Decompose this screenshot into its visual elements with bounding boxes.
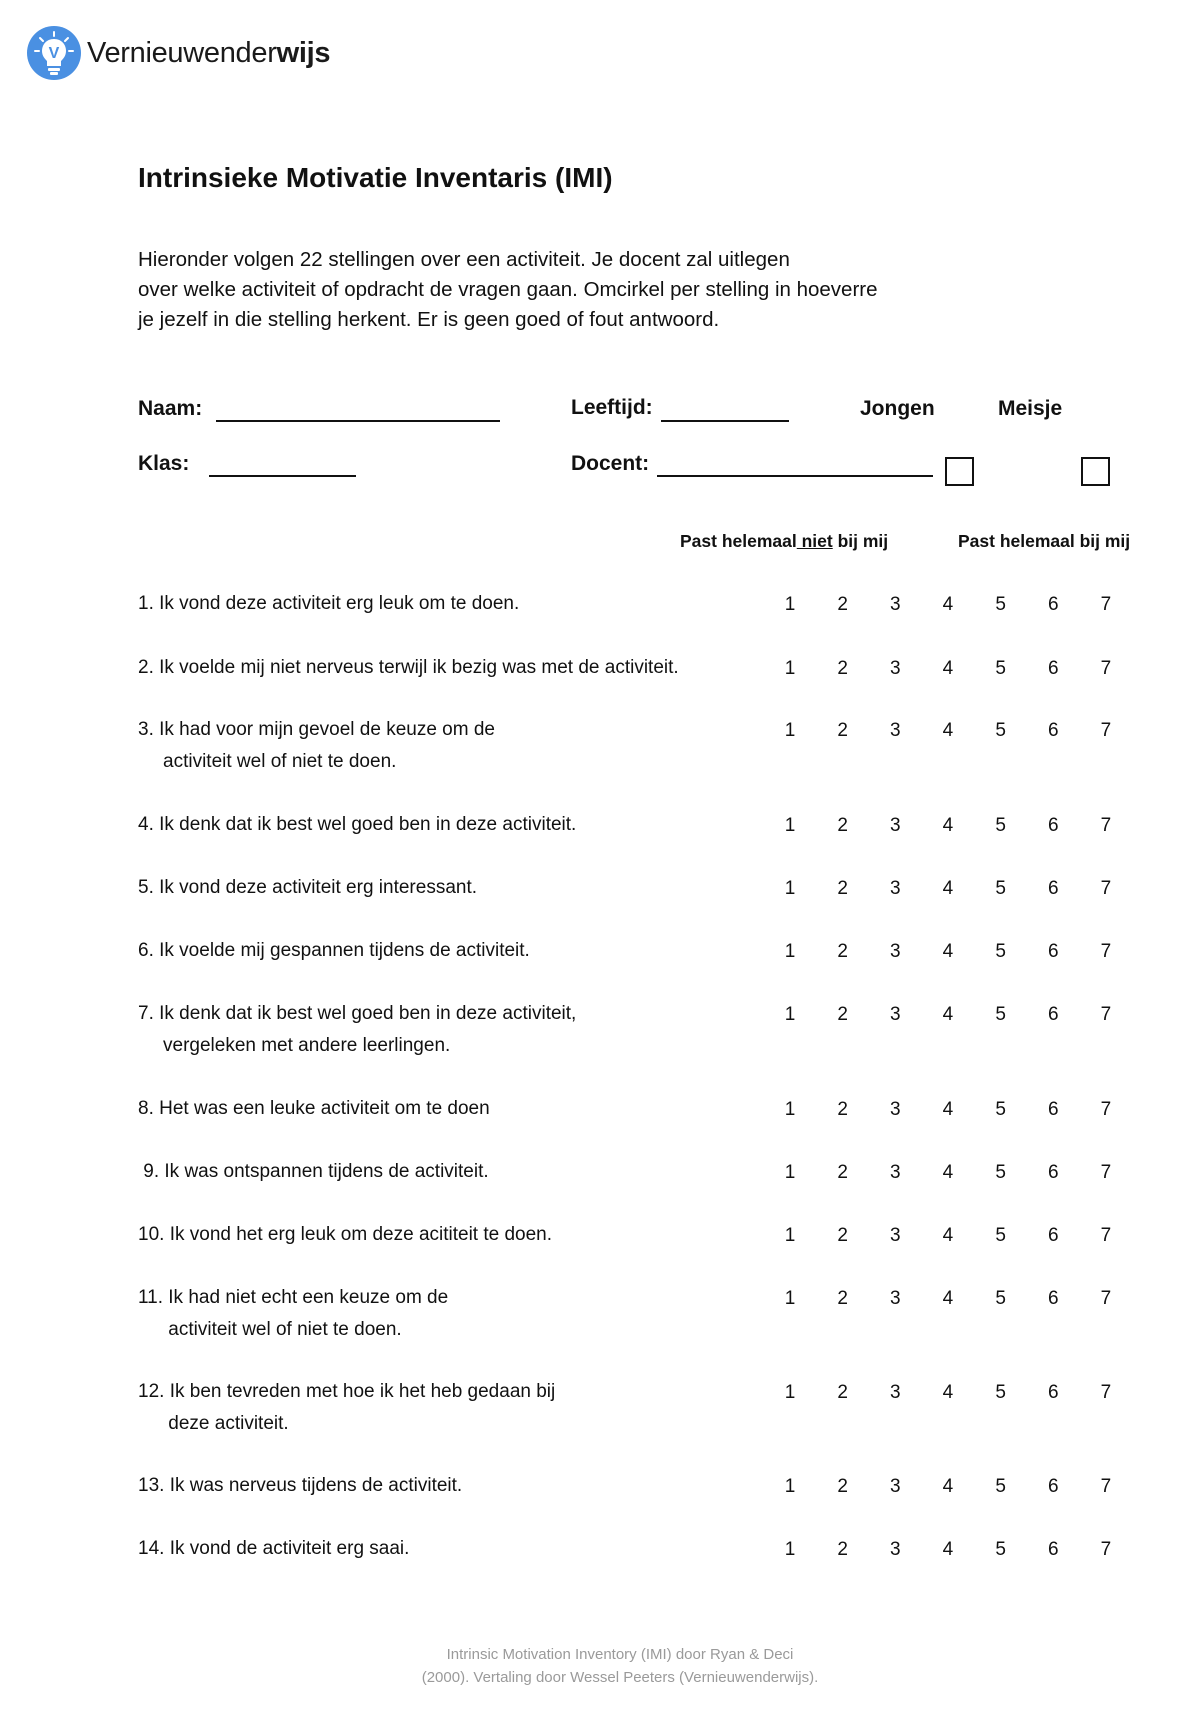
rating-option[interactable]: 4 xyxy=(942,720,954,741)
rating-option[interactable]: 2 xyxy=(837,1099,848,1120)
rating-option[interactable]: 2 xyxy=(837,815,848,836)
rating-option[interactable]: 5 xyxy=(995,720,1006,741)
question-line: 10. Ik vond het erg leuk om deze acititeit te doen. xyxy=(138,1224,553,1245)
meisje-label: Meisje xyxy=(998,397,1063,420)
rating-option[interactable]: 6 xyxy=(1047,1539,1059,1560)
question-text xyxy=(138,1282,448,1346)
rating-option[interactable]: 6 xyxy=(1047,1288,1059,1309)
rating-option[interactable]: 1 xyxy=(784,658,796,679)
scale-right-label: Past helemaal bij mij xyxy=(958,531,1131,551)
rating-option[interactable]: 1 xyxy=(784,1099,796,1120)
rating-option[interactable]: 3 xyxy=(890,720,901,741)
question-line-continued: deze activiteit. xyxy=(163,1413,289,1434)
rating-option[interactable]: 7 xyxy=(1100,1539,1112,1560)
rating-option[interactable]: 2 xyxy=(837,594,848,615)
rating-option[interactable]: 1 xyxy=(784,594,796,615)
question-text xyxy=(138,714,495,778)
lightbulb-logo-icon xyxy=(27,26,81,80)
rating-option[interactable]: 6 xyxy=(1047,1382,1059,1403)
rating-option[interactable]: 1 xyxy=(784,815,796,836)
rating-option[interactable]: 3 xyxy=(890,1382,901,1403)
rating-option[interactable]: 6 xyxy=(1047,720,1059,741)
klas-label: Klas: xyxy=(138,452,190,475)
rating-option[interactable]: 3 xyxy=(890,878,901,899)
docent-label: Docent: xyxy=(571,452,650,475)
question-line: 3. Ik had voor mijn gevoel de keuze om de xyxy=(138,719,495,740)
rating-option[interactable]: 1 xyxy=(784,1382,796,1403)
rating-option[interactable]: 7 xyxy=(1100,1099,1112,1120)
rating-option[interactable]: 2 xyxy=(837,878,848,899)
rating-option[interactable]: 2 xyxy=(837,1004,848,1025)
rating-option[interactable]: 7 xyxy=(1100,594,1112,615)
question-text xyxy=(138,1219,552,1251)
rating-scale xyxy=(780,815,1116,837)
rating-scale xyxy=(780,658,1116,680)
rating-option[interactable]: 7 xyxy=(1100,815,1112,836)
rating-option[interactable]: 6 xyxy=(1047,658,1059,679)
rating-option[interactable]: 1 xyxy=(784,1225,796,1246)
rating-option[interactable]: 5 xyxy=(995,1476,1006,1497)
rating-option[interactable]: 5 xyxy=(995,1225,1006,1246)
rating-option[interactable]: 3 xyxy=(890,1004,901,1025)
question-text xyxy=(138,1376,555,1440)
rating-option[interactable]: 4 xyxy=(942,941,954,962)
rating-option[interactable]: 6 xyxy=(1047,1162,1059,1183)
rating-scale xyxy=(780,594,1116,616)
question-line-continued: activiteit wel of niet te doen. xyxy=(163,1319,402,1340)
rating-option[interactable]: 7 xyxy=(1100,1476,1112,1497)
brand-logo xyxy=(27,26,330,80)
leeftijd-label: Leeftijd: xyxy=(571,396,653,419)
rating-option[interactable]: 5 xyxy=(995,1539,1006,1560)
rating-option[interactable]: 4 xyxy=(942,1288,954,1309)
footer-credit xyxy=(0,1643,1200,1689)
rating-option[interactable]: 3 xyxy=(890,941,901,962)
rating-option[interactable]: 5 xyxy=(995,1162,1006,1183)
rating-option[interactable]: 7 xyxy=(1100,1288,1112,1309)
footer-line: (2000). Vertaling door Wessel Peeters (Vernieuwenderwijs). xyxy=(421,1669,819,1686)
brand-name: Vernieuwenderwijs xyxy=(87,36,331,69)
rating-option[interactable]: 6 xyxy=(1047,941,1059,962)
question-text xyxy=(138,652,679,684)
scale-left-label: Past helemaal niet bij mij xyxy=(680,531,889,551)
rating-option[interactable]: 4 xyxy=(942,1539,954,1560)
jongen-checkbox[interactable] xyxy=(945,457,974,486)
rating-option[interactable]: 3 xyxy=(890,594,901,615)
question-line-continued: vergeleken met andere leerlingen. xyxy=(163,1035,451,1056)
rating-option[interactable]: 2 xyxy=(837,1539,848,1560)
rating-option[interactable]: 2 xyxy=(837,720,848,741)
rating-option[interactable]: 7 xyxy=(1100,658,1112,679)
question-text xyxy=(138,872,477,904)
rating-option[interactable]: 2 xyxy=(837,1476,848,1497)
rating-option[interactable]: 1 xyxy=(784,878,796,899)
jongen-label: Jongen xyxy=(860,397,935,420)
rating-option[interactable]: 4 xyxy=(942,1004,954,1025)
rating-option[interactable]: 4 xyxy=(942,1382,954,1403)
intro-line: Hieronder volgen 22 stellingen over een activiteit. Je docent zal uitlegen xyxy=(138,248,790,271)
question-line: 9. Ik was ontspannen tijdens de activiteit. xyxy=(138,1161,489,1182)
rating-option[interactable]: 7 xyxy=(1100,1225,1112,1246)
rating-option[interactable]: 6 xyxy=(1047,1225,1059,1246)
rating-scale xyxy=(780,941,1116,963)
rating-option[interactable]: 2 xyxy=(837,941,848,962)
rating-option[interactable]: 1 xyxy=(784,1539,796,1560)
rating-option[interactable]: 2 xyxy=(837,1225,848,1246)
rating-option[interactable]: 4 xyxy=(942,594,954,615)
question-text xyxy=(138,935,530,967)
rating-option[interactable]: 4 xyxy=(942,1225,954,1246)
rating-option[interactable]: 1 xyxy=(784,1288,796,1309)
rating-option[interactable]: 2 xyxy=(837,1382,848,1403)
rating-option[interactable]: 2 xyxy=(837,658,848,679)
rating-option[interactable]: 1 xyxy=(784,1476,796,1497)
rating-option[interactable]: 4 xyxy=(942,658,954,679)
leeftijd-field[interactable] xyxy=(661,420,789,422)
rating-option[interactable]: 2 xyxy=(837,1288,848,1309)
question-text xyxy=(138,1156,489,1188)
rating-option[interactable]: 6 xyxy=(1047,878,1059,899)
rating-option[interactable]: 3 xyxy=(890,815,901,836)
rating-option[interactable]: 4 xyxy=(942,1099,954,1120)
rating-option[interactable]: 5 xyxy=(995,1099,1006,1120)
rating-option[interactable]: 1 xyxy=(784,1004,796,1025)
rating-scale xyxy=(780,878,1116,900)
question-line-continued: activiteit wel of niet te doen. xyxy=(163,751,397,772)
rating-option[interactable]: 6 xyxy=(1047,815,1059,836)
naam-field[interactable] xyxy=(216,420,500,422)
question-text xyxy=(138,1093,490,1125)
rating-option[interactable]: 5 xyxy=(995,815,1006,836)
question-line: 6. Ik voelde mij gespannen tijdens de activiteit. xyxy=(138,940,530,961)
rating-option[interactable]: 4 xyxy=(942,1162,954,1183)
rating-option[interactable]: 3 xyxy=(890,1099,901,1120)
docent-field[interactable] xyxy=(657,475,933,477)
question-text xyxy=(138,809,576,841)
rating-option[interactable]: 3 xyxy=(890,1288,901,1309)
rating-option[interactable]: 5 xyxy=(995,878,1006,899)
klas-field[interactable] xyxy=(209,475,356,477)
question-line: 13. Ik was nerveus tijdens de activiteit. xyxy=(138,1475,463,1496)
rating-scale xyxy=(780,1162,1116,1184)
question-line: 2. Ik voelde mij niet nerveus terwijl ik bezig was met de activiteit. xyxy=(138,657,679,678)
question-line: 8. Het was een leuke activiteit om te doen xyxy=(138,1098,490,1119)
rating-scale xyxy=(780,1288,1116,1310)
intro-line: over welke activiteit of opdracht de vragen gaan. Omcirkel per stelling in hoeverre xyxy=(138,278,878,301)
intro-text xyxy=(138,245,1018,335)
rating-option[interactable]: 6 xyxy=(1047,594,1059,615)
question-text xyxy=(138,1533,409,1565)
rating-scale xyxy=(780,1004,1116,1026)
rating-option[interactable]: 7 xyxy=(1100,720,1112,741)
rating-option[interactable]: 1 xyxy=(784,1162,796,1183)
rating-option[interactable]: 3 xyxy=(890,1225,901,1246)
question-line: 5. Ik vond deze activiteit erg interessant. xyxy=(138,877,478,898)
rating-option[interactable]: 1 xyxy=(784,941,796,962)
question-line: 12. Ik ben tevreden met hoe ik het heb gedaan bij xyxy=(138,1381,556,1402)
intro-line: je jezelf in die stelling herkent. Er is geen goed of fout antwoord. xyxy=(138,308,720,331)
footer-line: Intrinsic Motivation Inventory (IMI) door Ryan & Deci xyxy=(446,1646,794,1663)
rating-option[interactable]: 3 xyxy=(890,1476,901,1497)
page-title: Intrinsieke Motivatie Inventaris (IMI) xyxy=(138,162,613,193)
rating-option[interactable]: 6 xyxy=(1047,1476,1059,1497)
rating-scale xyxy=(780,1382,1116,1404)
rating-scale xyxy=(780,1476,1116,1498)
rating-option[interactable]: 1 xyxy=(784,720,796,741)
question-text xyxy=(138,998,576,1062)
rating-option[interactable]: 5 xyxy=(995,594,1006,615)
meisje-checkbox[interactable] xyxy=(1081,457,1110,486)
rating-option[interactable]: 5 xyxy=(995,941,1006,962)
rating-option[interactable]: 4 xyxy=(942,1476,954,1497)
rating-option[interactable]: 4 xyxy=(942,878,954,899)
rating-option[interactable]: 2 xyxy=(837,1162,848,1183)
rating-scale xyxy=(780,1539,1116,1561)
svg-text:V: V xyxy=(48,45,60,62)
rating-scale xyxy=(780,1225,1116,1247)
question-line: 7. Ik denk dat ik best wel goed ben in deze activiteit, xyxy=(138,1003,577,1024)
question-text xyxy=(138,1470,462,1502)
rating-option[interactable]: 3 xyxy=(890,658,901,679)
rating-option[interactable]: 5 xyxy=(995,1004,1006,1025)
rating-scale xyxy=(780,1099,1116,1121)
question-text xyxy=(138,588,519,620)
question-line: 1. Ik vond deze activiteit erg leuk om te doen. xyxy=(138,593,520,614)
rating-option[interactable]: 7 xyxy=(1100,1382,1112,1403)
rating-option[interactable]: 5 xyxy=(995,658,1006,679)
rating-option[interactable]: 7 xyxy=(1100,941,1112,962)
rating-option[interactable]: 6 xyxy=(1047,1004,1059,1025)
rating-option[interactable]: 7 xyxy=(1100,1162,1112,1183)
rating-scale xyxy=(780,720,1116,742)
question-line: 14. Ik vond de activiteit erg saai. xyxy=(138,1538,410,1559)
rating-option[interactable]: 7 xyxy=(1100,1004,1112,1025)
rating-option[interactable]: 5 xyxy=(995,1382,1006,1403)
rating-option[interactable]: 6 xyxy=(1047,1099,1059,1120)
question-line: 11. Ik had niet echt een keuze om de xyxy=(138,1287,449,1308)
naam-label: Naam: xyxy=(138,397,203,420)
rating-option[interactable]: 4 xyxy=(942,815,954,836)
rating-option[interactable]: 3 xyxy=(890,1539,901,1560)
rating-option[interactable]: 7 xyxy=(1100,878,1112,899)
rating-option[interactable]: 3 xyxy=(890,1162,901,1183)
rating-option[interactable]: 5 xyxy=(995,1288,1006,1309)
question-line: 4. Ik denk dat ik best wel goed ben in deze activiteit. xyxy=(138,814,577,835)
